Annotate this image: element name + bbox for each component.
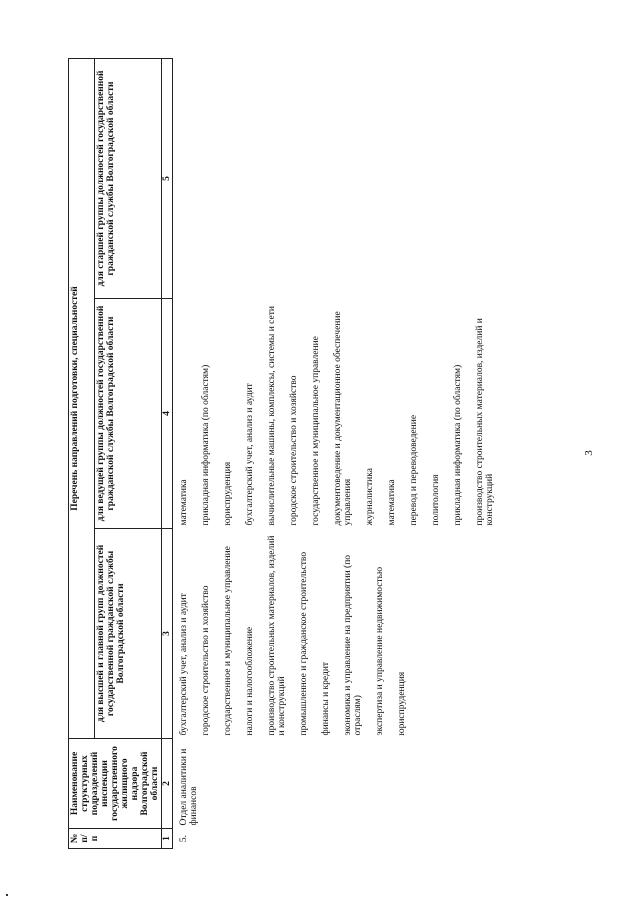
subheader-row <box>95 58 162 848</box>
row-number: 5. <box>179 834 189 843</box>
header-col5: для старшей группы должностей государственной гражданской службы Волгоградской области <box>95 58 162 298</box>
list-item: документоведение и документационное обеспечение управления <box>333 311 353 526</box>
column-number: 4 <box>162 299 173 529</box>
col5-list <box>173 58 509 298</box>
column-number: 3 <box>162 529 173 739</box>
list-item: государственное и муниципальное управление <box>223 546 233 736</box>
table-row <box>173 58 509 848</box>
header-group: Перечень направлений подготовки, специальностей <box>69 58 95 738</box>
header-number: № п/п <box>69 829 162 849</box>
header-col4: для ведущей группы должностей государственной гражданской службы Волгоградской области <box>95 299 162 529</box>
list-item: финансы и кредит <box>321 661 331 736</box>
unit-name: Отдел аналитики и финансов <box>179 748 199 826</box>
list-item: перевод и переводоведение <box>409 414 419 526</box>
list-item: производство строительных материалов, изделий и конструкций <box>475 318 495 526</box>
list-item: политология <box>431 474 441 526</box>
list-item: государственное и муниципальное управление <box>311 336 321 526</box>
list-item: бухгалтерский учет, анализ и аудит <box>245 383 255 526</box>
col3-list <box>173 529 509 739</box>
list-item: экономика и управление на предприятии (по отраслям) <box>343 554 363 736</box>
header-row <box>69 58 95 848</box>
column-number: 1 <box>162 829 173 849</box>
header-unit: Наименование структурных подразделений инспекции государственного жилищного надзора Волгоградской области <box>69 739 162 829</box>
list-item: экспертиза и управление недвижимостью <box>375 566 385 736</box>
list-item: математика <box>387 479 397 526</box>
list-item: журналистика <box>365 468 375 526</box>
scan-dot <box>6 894 8 896</box>
list-item: промышленное и гражданское строительство <box>299 551 309 736</box>
list-item: вычислительные машины, комплексы, системы и сети <box>267 306 277 526</box>
col4-list <box>173 299 509 529</box>
specialties-table <box>68 58 508 849</box>
list-item: юриспруденция <box>397 671 407 736</box>
list-item: бухгалтерский учет, анализ и аудит <box>179 593 189 736</box>
list-item: прикладная информатика (по областям) <box>201 364 211 526</box>
list-item: математика <box>179 479 189 526</box>
column-number: 5 <box>162 58 173 298</box>
list-item: прикладная информатика (по областям) <box>453 364 463 526</box>
list-item: налоги и налогообложение <box>245 626 255 736</box>
list-item: юриспруденция <box>223 461 233 526</box>
header-col3: для высшей и главной групп должностей государственной гражданской службы Волгоградской области <box>95 529 162 739</box>
list-item: городское строительство и хозяйство <box>201 585 211 736</box>
list-item: производство строительных материалов, изделий и конструкций <box>267 535 287 736</box>
list-item: городское строительство и хозяйство <box>289 375 299 526</box>
page-number: 3 <box>582 450 595 456</box>
column-number-row <box>162 58 173 848</box>
column-number: 2 <box>162 739 173 829</box>
